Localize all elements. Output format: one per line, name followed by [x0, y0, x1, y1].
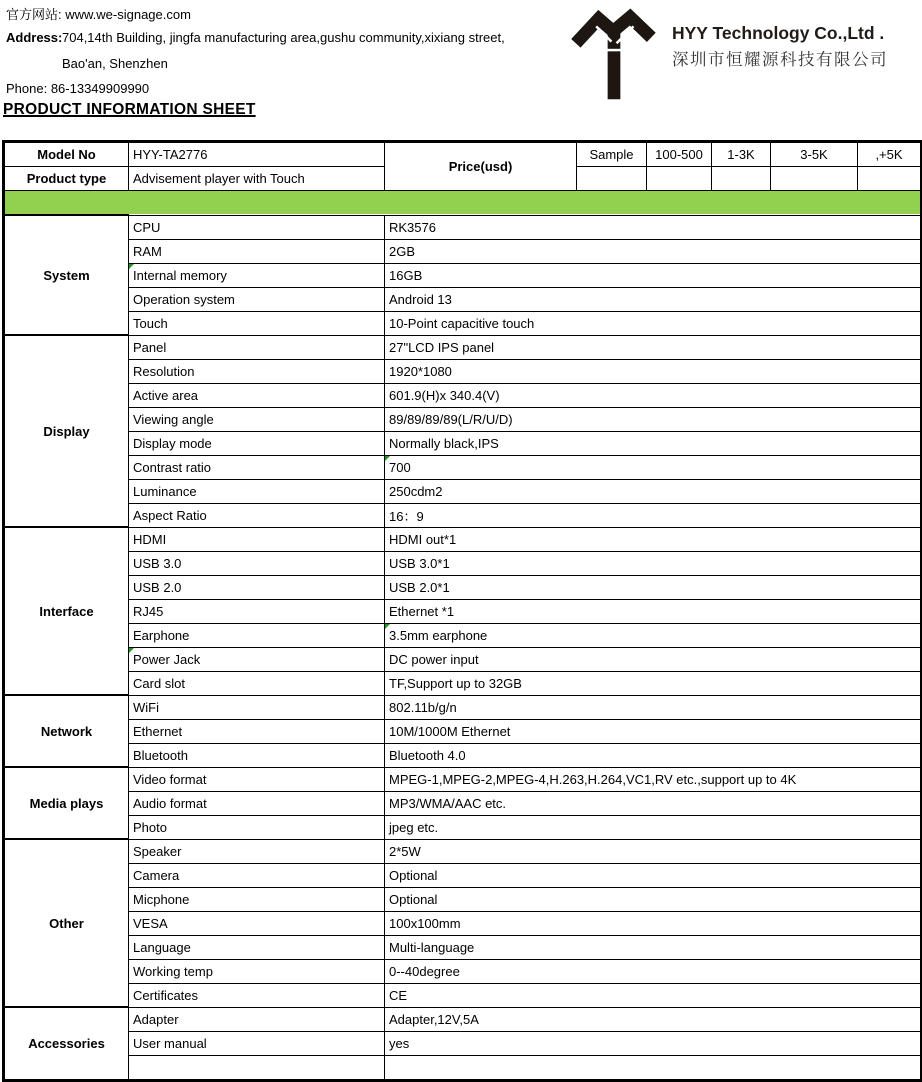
address-line-2: Bao'an, Shenzhen: [62, 56, 168, 71]
spec-value-cell: TF,Support up to 32GB: [385, 671, 922, 695]
spec-value-cell: Adapter,12V,5A: [385, 1007, 922, 1031]
spec-label-cell: Panel: [129, 335, 385, 359]
model-no-value: HYY-TA2776: [129, 142, 385, 167]
spec-label-cell: USB 2.0: [129, 575, 385, 599]
category-cell: Accessories: [4, 1007, 129, 1080]
spec-label-cell: Adapter: [129, 1007, 385, 1031]
spec-label-cell: CPU: [129, 215, 385, 239]
price-tier-1-3k: 1-3K: [712, 142, 771, 167]
spec-value-cell: 802.11b/g/n: [385, 695, 922, 719]
spec-value-cell: jpeg etc.: [385, 815, 922, 839]
spec-label-cell: Audio format: [129, 791, 385, 815]
category-cell: Other: [4, 839, 129, 1007]
product-type-label: Product type: [4, 167, 129, 191]
spec-label-cell: Aspect Ratio: [129, 503, 385, 527]
spec-label-cell: Micphone: [129, 887, 385, 911]
spec-label-cell: VESA: [129, 911, 385, 935]
spec-value-cell: 10-Point capacitive touch: [385, 311, 922, 335]
spec-label-cell: Photo: [129, 815, 385, 839]
spec-value-cell: 2*5W: [385, 839, 922, 863]
spec-label-cell: Ethernet: [129, 719, 385, 743]
spec-label-cell: Viewing angle: [129, 407, 385, 431]
price-value-sample: [577, 167, 647, 191]
spec-value-cell: 3.5mm earphone: [385, 623, 922, 647]
price-usd-label: Price(usd): [385, 142, 577, 191]
spec-label-cell: Internal memory: [129, 263, 385, 287]
spec-value-cell: Multi-language: [385, 935, 922, 959]
spec-value-cell: 89/89/89/89(L/R/U/D): [385, 407, 922, 431]
spec-value-cell: 10M/1000M Ethernet: [385, 719, 922, 743]
spec-label-cell: Language: [129, 935, 385, 959]
spec-value-cell: Normally black,IPS: [385, 431, 922, 455]
price-value-100-500: [647, 167, 712, 191]
official-website-line: 官方网站: www.we-signage.com: [6, 7, 191, 22]
product-spec-table: [2, 140, 922, 1082]
price-tier-5k-plus: ,+5K: [858, 142, 922, 167]
spec-label-cell: Active area: [129, 383, 385, 407]
spec-label-cell: RJ45: [129, 599, 385, 623]
spec-value-cell: HDMI out*1: [385, 527, 922, 551]
spec-value-cell: 16：9: [385, 503, 922, 527]
spec-label-cell: Earphone: [129, 623, 385, 647]
model-no-label: Model No: [4, 142, 129, 167]
product-type-value: Advisement player with Touch: [129, 167, 385, 191]
phone-line: Phone: 86-13349909990: [6, 81, 150, 96]
page-title: PRODUCT INFORMATION SHEET: [3, 101, 256, 118]
spec-value-cell: RK3576: [385, 215, 922, 239]
category-cell: System: [4, 215, 129, 335]
spec-label-cell: HDMI: [129, 527, 385, 551]
green-band: [4, 191, 922, 216]
spec-label-cell: Luminance: [129, 479, 385, 503]
spec-label-cell: RAM: [129, 239, 385, 263]
spec-value-cell: USB 2.0*1: [385, 575, 922, 599]
price-value-1-3k: [712, 167, 771, 191]
spec-label-cell: WiFi: [129, 695, 385, 719]
category-cell: Media plays: [4, 767, 129, 839]
category-cell: Display: [4, 335, 129, 527]
spec-value-cell: 700: [385, 455, 922, 479]
spec-label-cell: Working temp: [129, 959, 385, 983]
address-label: Address:: [6, 30, 63, 45]
spec-value-cell: Android 13: [385, 287, 922, 311]
category-cell: Interface: [4, 527, 129, 695]
price-value-3-5k: [771, 167, 858, 191]
spec-value-cell: 27"LCD IPS panel: [385, 335, 922, 359]
spec-label-cell: Display mode: [129, 431, 385, 455]
spec-label-cell: User manual: [129, 1031, 385, 1055]
spec-label-cell: Resolution: [129, 359, 385, 383]
spec-label-cell: Camera: [129, 863, 385, 887]
spec-value-cell: USB 3.0*1: [385, 551, 922, 575]
spec-label-cell: Card slot: [129, 671, 385, 695]
spec-table-head: [4, 142, 922, 216]
spec-value-cell: Ethernet *1: [385, 599, 922, 623]
spec-value-cell: DC power input: [385, 647, 922, 671]
price-tier-100-500: 100-500: [647, 142, 712, 167]
spec-label-cell: Certificates: [129, 983, 385, 1007]
spec-value-cell: 601.9(H)x 340.4(V): [385, 383, 922, 407]
company-name-block: [672, 24, 888, 69]
spec-label-cell: Touch: [129, 311, 385, 335]
spec-value-cell: 1920*1080: [385, 359, 922, 383]
spec-value-cell: Optional: [385, 887, 922, 911]
spec-value-cell: yes: [385, 1031, 922, 1055]
company-name-cn: 深圳市恒耀源科技有限公司: [672, 51, 888, 70]
spec-label-cell: [129, 1055, 385, 1080]
spec-value-cell: Bluetooth 4.0: [385, 743, 922, 767]
price-value-5k-plus: [858, 167, 922, 191]
spec-label-cell: USB 3.0: [129, 551, 385, 575]
company-name-en: HYY Technology Co.,Ltd .: [672, 23, 885, 43]
spec-label-cell: Contrast ratio: [129, 455, 385, 479]
spec-value-cell: [385, 1055, 922, 1080]
price-tier-3-5k: 3-5K: [771, 142, 858, 167]
spec-value-cell: MPEG-1,MPEG-2,MPEG-4,H.263,H.264,VC1,RV etc.,support up to 4K: [385, 767, 922, 791]
address-line-1: 704,14th Building, jingfa manufacturing area,gushu community,xixiang street,: [62, 30, 505, 45]
spec-value-cell: 16GB: [385, 263, 922, 287]
category-cell: Network: [4, 695, 129, 767]
spec-value-cell: 100x100mm: [385, 911, 922, 935]
spec-label-cell: Power Jack: [129, 647, 385, 671]
spec-label-cell: Bluetooth: [129, 743, 385, 767]
spec-label-cell: Speaker: [129, 839, 385, 863]
spec-value-cell: 2GB: [385, 239, 922, 263]
spec-table-body: [4, 215, 922, 1080]
spec-value-cell: Optional: [385, 863, 922, 887]
spec-value-cell: 250cdm2: [385, 479, 922, 503]
spec-label-cell: Video format: [129, 767, 385, 791]
spec-value-cell: CE: [385, 983, 922, 1007]
spec-value-cell: MP3/WMA/AAC etc.: [385, 791, 922, 815]
spec-label-cell: Operation system: [129, 287, 385, 311]
price-tier-sample: Sample: [577, 142, 647, 167]
spec-value-cell: 0--40degree: [385, 959, 922, 983]
company-logo-icon: [566, 6, 662, 111]
